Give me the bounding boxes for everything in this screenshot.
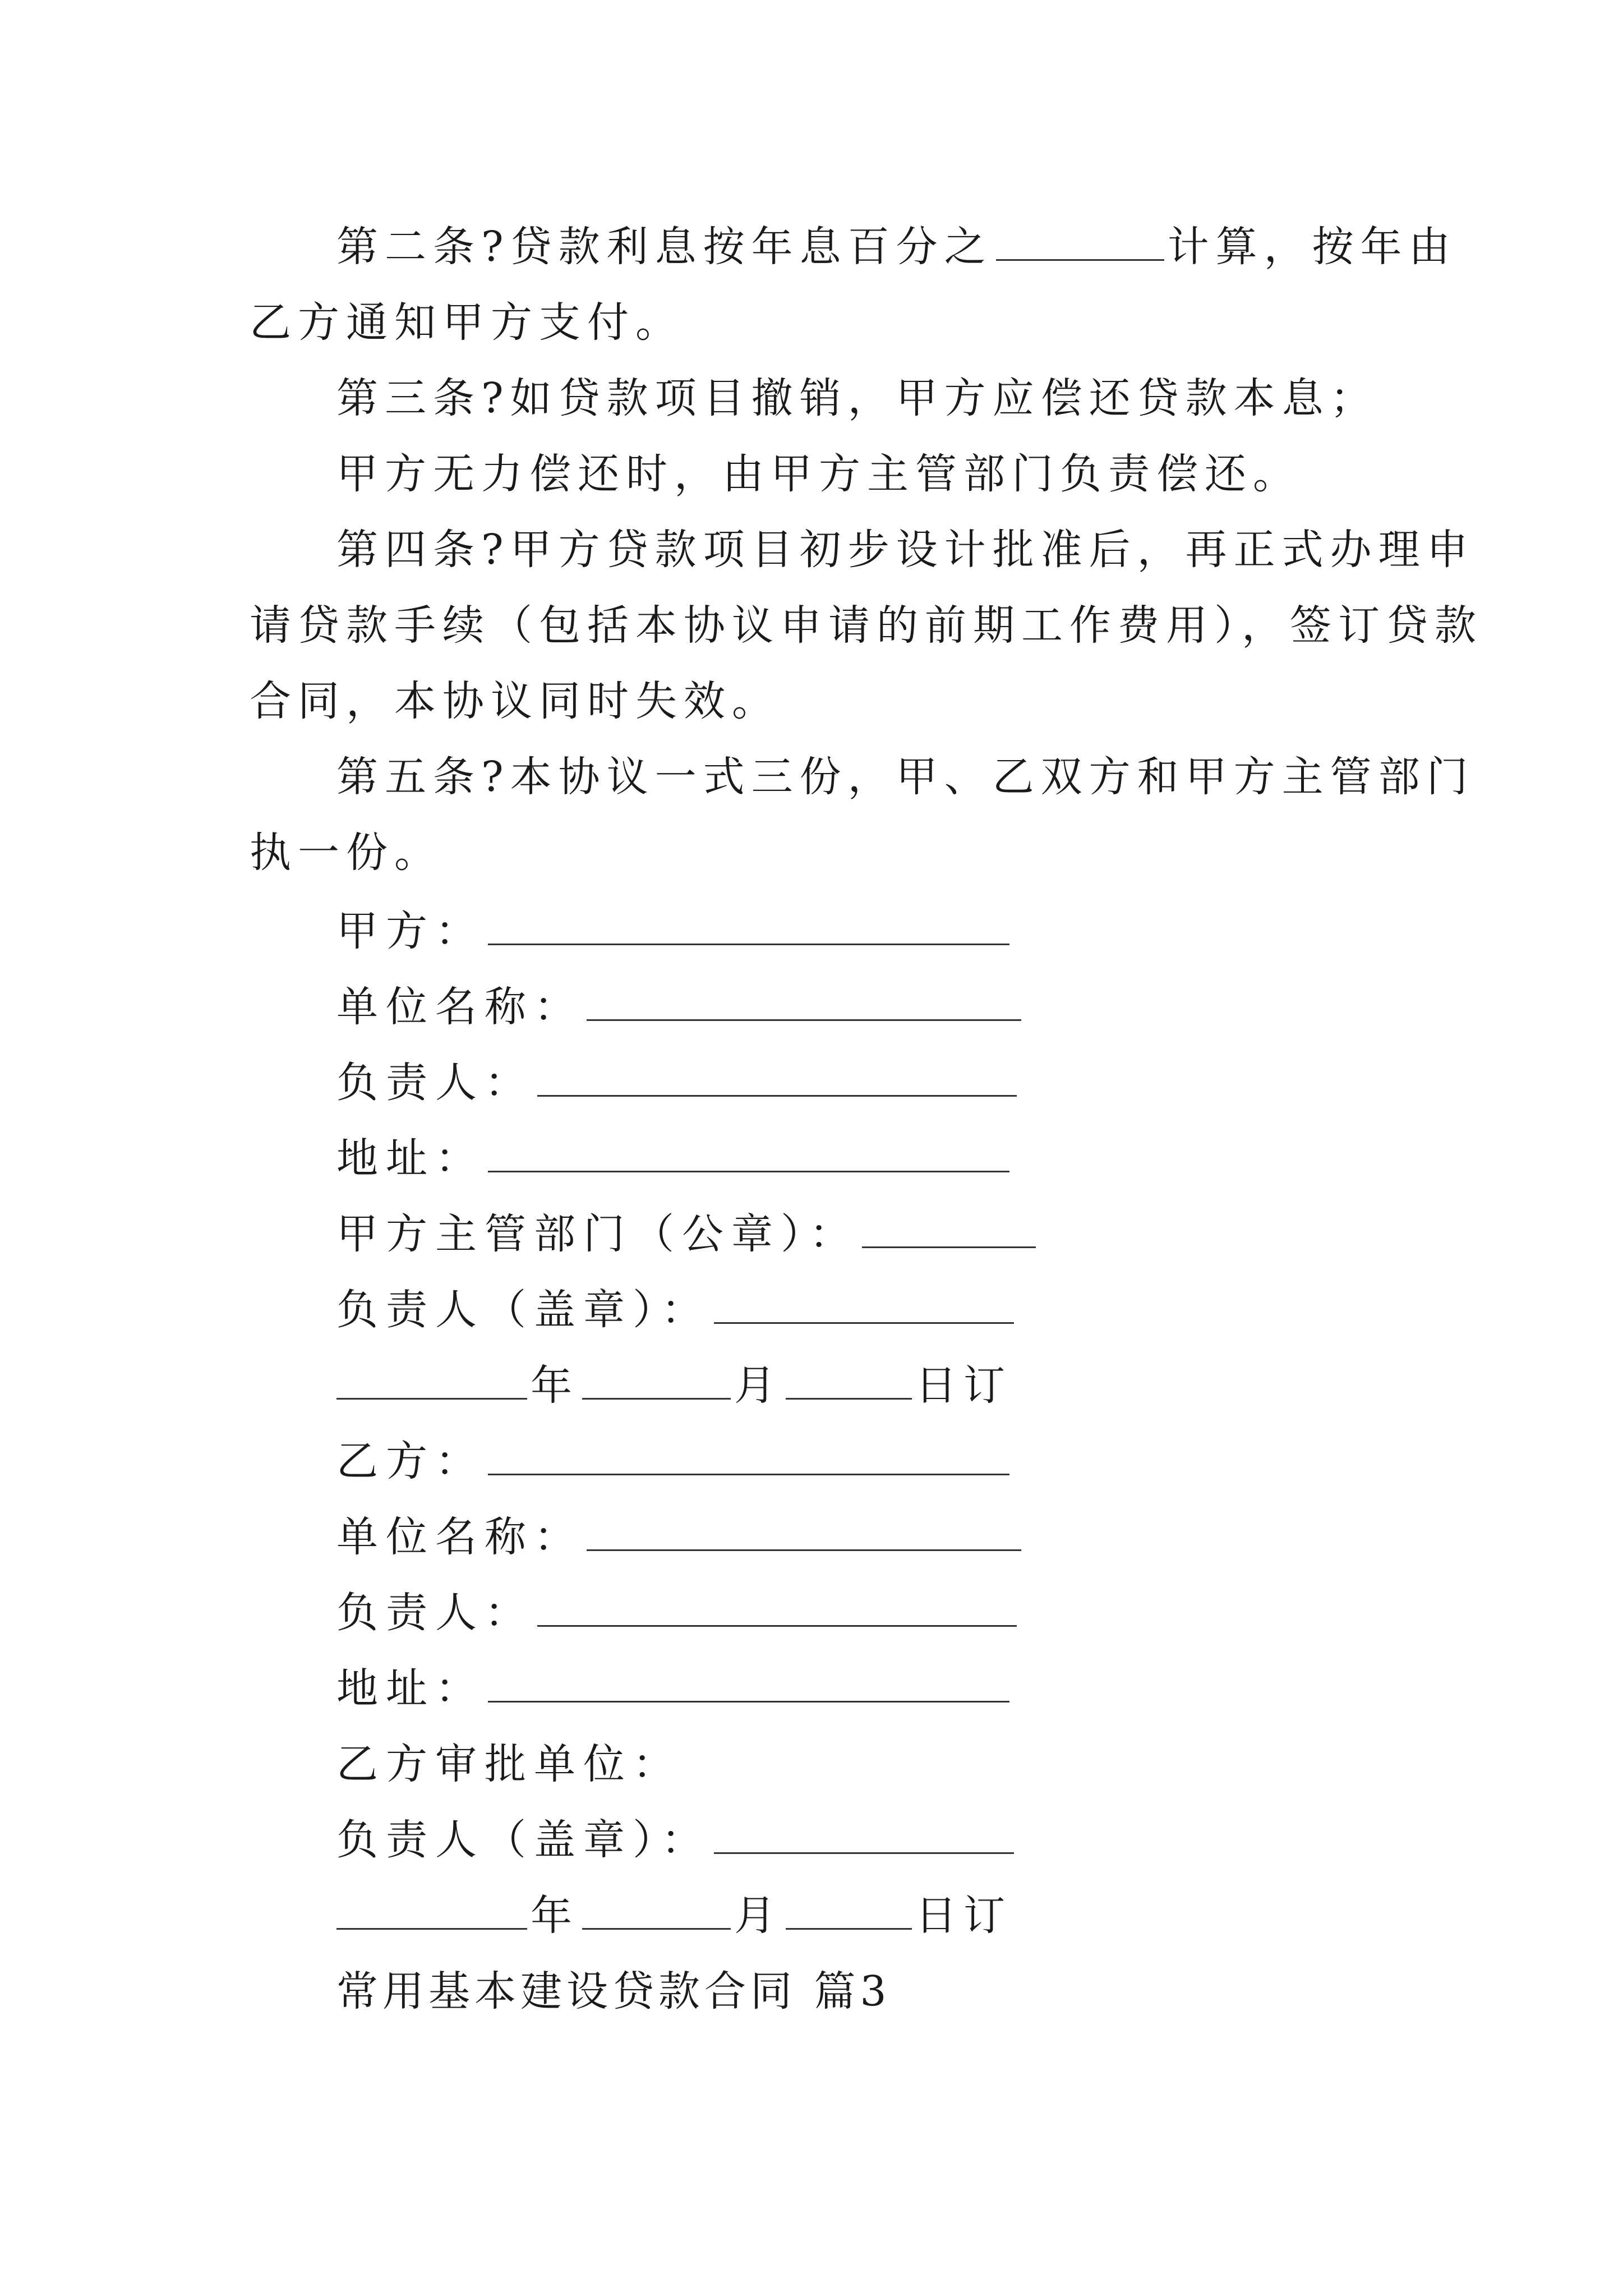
article-5-text: 第五条?本协议一式三份，甲、乙双方和甲方主管部门	[336, 753, 1475, 801]
party-b-year-blank[interactable]	[336, 1894, 527, 1930]
party-b-sign-row	[336, 1812, 1017, 1868]
party-a-day-blank[interactable]	[786, 1364, 912, 1400]
party-a-person-label: 负责人：	[336, 1059, 534, 1107]
party-a-month-label: 月	[734, 1361, 782, 1410]
next-section-title	[336, 1963, 891, 2019]
party-a-unit-label: 单位名称：	[336, 983, 583, 1031]
party-b-unit-row	[336, 1509, 1025, 1565]
party-a-address-row	[336, 1130, 1013, 1186]
article-5-line-2	[250, 825, 442, 881]
party-b-address-row	[336, 1660, 1013, 1717]
party-b-date-row	[336, 1888, 1012, 1944]
article-4-text-cont: 请贷款手续（包括本协议申请的前期工作费用），签订贷款	[250, 601, 1483, 650]
party-a-sign-label: 负责人（盖章）：	[336, 1286, 711, 1334]
next-title-text: 常用基本建设贷款合同 篇3	[336, 1967, 891, 2016]
party-b-blank[interactable]	[488, 1440, 1009, 1475]
party-b-approval-label: 乙方审批单位：	[336, 1740, 682, 1788]
party-b-label: 乙方：	[336, 1437, 485, 1485]
party-a-label: 甲方：	[336, 907, 485, 955]
article-2-text-cont: 计算，按年由	[1167, 223, 1457, 271]
interest-rate-blank[interactable]	[996, 226, 1164, 261]
article-2-text: 第二条?贷款利息按年息百分之	[336, 223, 993, 271]
article-3-text: 第三条?如贷款项目撤销，甲方应偿还贷款本息；	[336, 374, 1378, 422]
party-b-address-label: 地址：	[336, 1664, 485, 1713]
party-b-unit-label: 单位名称：	[336, 1513, 583, 1561]
article-4-text-end: 合同，本协议同时失效。	[250, 677, 780, 725]
party-b-day-label: 日订	[915, 1892, 1012, 1940]
article-2-text-end: 乙方通知甲方支付。	[250, 298, 684, 347]
party-b-month-label: 月	[734, 1892, 782, 1940]
party-b-person-label: 负责人：	[336, 1589, 534, 1637]
party-a-authority-row	[336, 1206, 1039, 1262]
party-a-year-blank[interactable]	[336, 1364, 527, 1400]
article-4-line-1	[336, 522, 1475, 578]
party-b-row	[336, 1433, 1013, 1489]
party-b-address-blank[interactable]	[488, 1667, 1009, 1703]
party-b-day-blank[interactable]	[786, 1894, 912, 1930]
party-b-person-blank[interactable]	[537, 1591, 1017, 1627]
article-2-line-2	[250, 295, 684, 351]
party-a-date-row	[336, 1358, 1012, 1414]
article-4-line-2	[250, 597, 1483, 654]
article-3-text-cont: 甲方无力偿还时，由甲方主管部门负责偿还。	[336, 450, 1301, 498]
article-5-text-end: 执一份。	[250, 829, 442, 877]
party-b-unit-blank[interactable]	[587, 1516, 1021, 1551]
party-b-person-row	[336, 1585, 1020, 1641]
party-b-approval-row	[336, 1736, 682, 1792]
article-5-line-1	[336, 749, 1475, 805]
party-a-address-label: 地址：	[336, 1134, 485, 1182]
party-b-month-blank[interactable]	[582, 1894, 731, 1930]
party-a-authority-blank[interactable]	[862, 1213, 1036, 1248]
party-a-unit-blank[interactable]	[587, 986, 1021, 1021]
party-b-year-label: 年	[531, 1892, 579, 1940]
party-a-sign-row	[336, 1282, 1017, 1338]
party-a-blank[interactable]	[488, 910, 1009, 945]
party-a-person-row	[336, 1055, 1020, 1111]
article-3-line-1	[336, 370, 1378, 426]
article-2-line-1	[336, 219, 1457, 275]
party-a-month-blank[interactable]	[582, 1364, 731, 1400]
article-4-text: 第四条?甲方贷款项目初步设计批准后，再正式办理申	[336, 526, 1475, 574]
article-3-line-2	[336, 446, 1301, 502]
party-b-sign-label: 负责人（盖章）：	[336, 1816, 711, 1864]
party-a-year-label: 年	[531, 1361, 579, 1410]
party-a-sign-blank[interactable]	[714, 1289, 1014, 1324]
party-b-sign-blank[interactable]	[714, 1819, 1014, 1854]
party-a-day-label: 日订	[915, 1361, 1012, 1410]
party-a-address-blank[interactable]	[488, 1137, 1009, 1172]
party-a-row	[336, 903, 1013, 959]
party-a-person-blank[interactable]	[537, 1061, 1017, 1097]
article-4-line-3	[250, 673, 780, 729]
party-a-unit-row	[336, 979, 1025, 1035]
party-a-authority-label: 甲方主管部门（公章）：	[336, 1210, 859, 1258]
